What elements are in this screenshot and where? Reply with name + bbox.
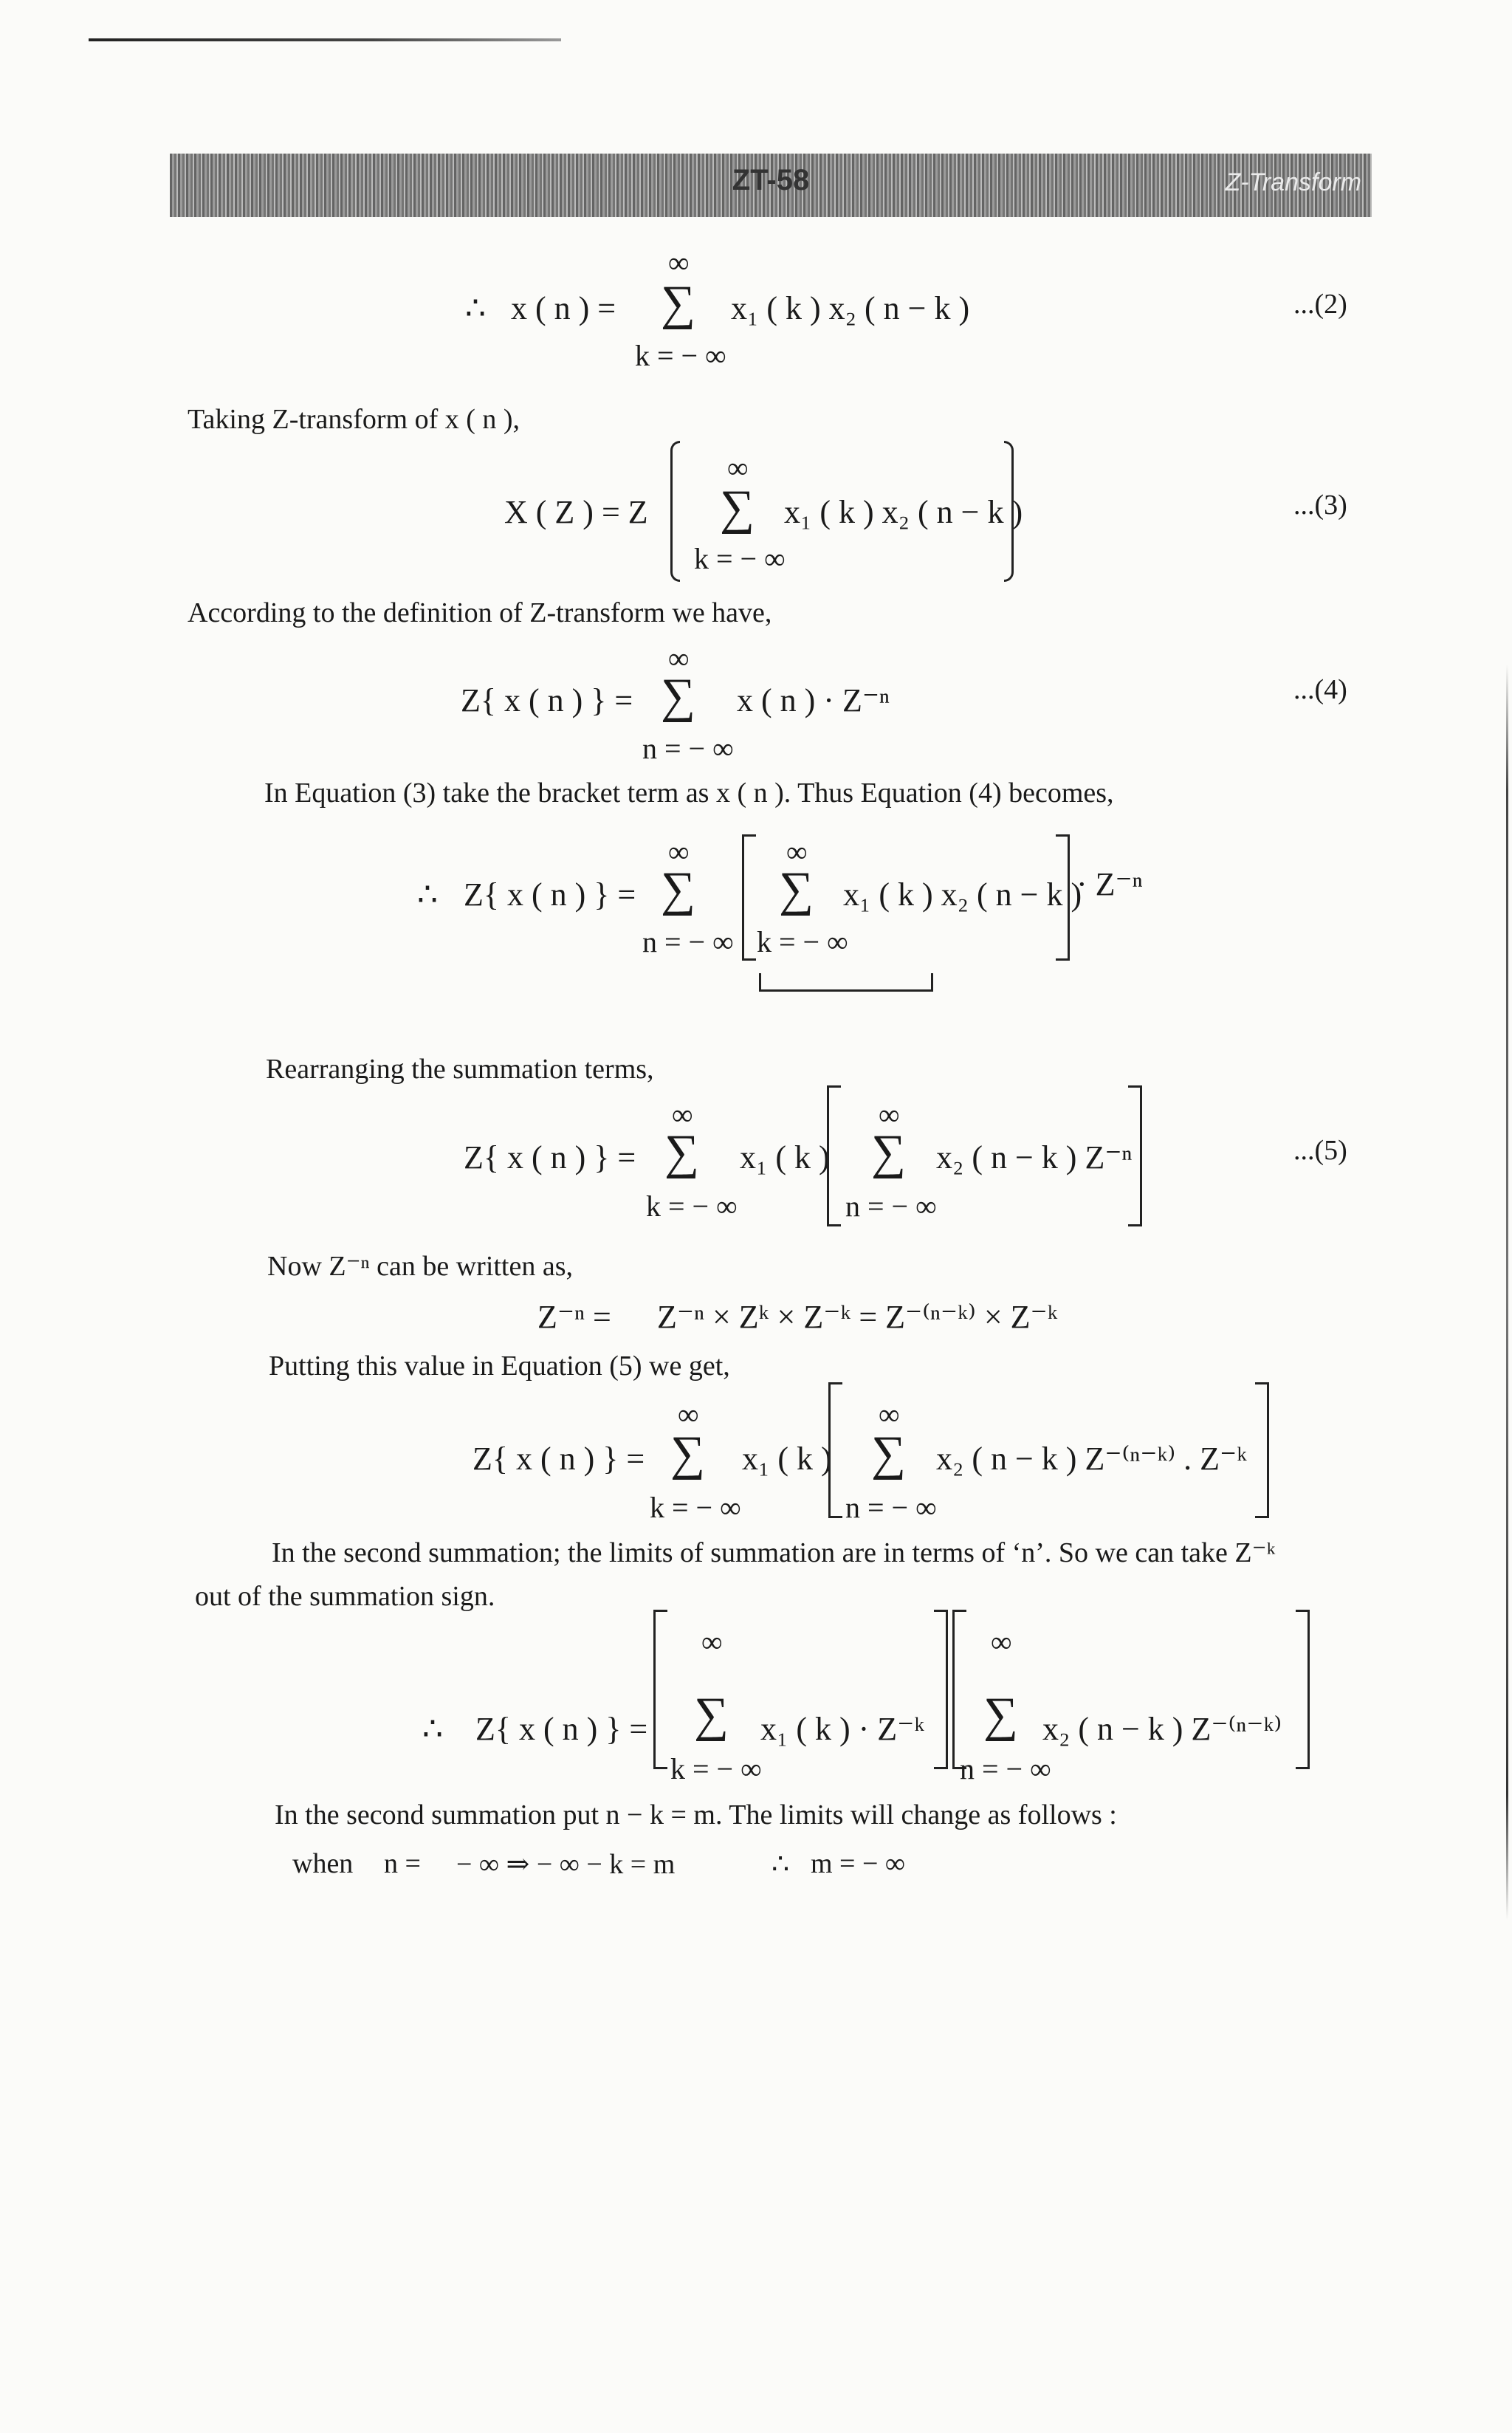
eq5-inner-term: x₂ ( n − k ) Z⁻ⁿ xyxy=(936,1139,1133,1176)
eq3-lower-limit: k = − ∞ xyxy=(694,542,786,575)
eq3-number: ...(3) xyxy=(1293,490,1347,521)
eq8-left-bracket-1 xyxy=(653,1610,667,1769)
therefore-symbol: ∴ xyxy=(465,290,486,326)
eq3-right-brace xyxy=(1004,441,1014,582)
eq8-right-bracket-1 xyxy=(934,1610,948,1769)
paragraph-4: Rearranging the summation terms, xyxy=(266,1054,654,1085)
eq2-upper-limit: ∞ xyxy=(668,246,690,279)
paragraph-2: According to the definition of Z-transform we have, xyxy=(188,597,772,628)
eq5-inner-upper: ∞ xyxy=(879,1098,900,1131)
eq4b-inner-lower: k = − ∞ xyxy=(757,925,848,958)
eq4b-inner-sigma: ∑ xyxy=(779,862,814,916)
limit-therefore: ∴ xyxy=(772,1849,790,1880)
eq5-mid-term: x₁ ( k ) xyxy=(740,1139,830,1176)
eq7-outer-upper: ∞ xyxy=(678,1398,699,1431)
paragraph-7a: In the second summation; the limits of summation are in terms of ‘n’. So we can take Z⁻ᵏ xyxy=(272,1537,1276,1568)
when-label: when xyxy=(292,1848,354,1879)
eq2-rhs: x₁ ( k ) x₂ ( n − k ) xyxy=(731,290,970,326)
eq3-lhs: X ( Z ) = Z xyxy=(504,494,648,530)
underbrace-mark xyxy=(759,973,933,992)
eq7-inner-sigma: ∑ xyxy=(871,1427,907,1480)
eq8-left-lower: k = − ∞ xyxy=(670,1752,762,1785)
eq4b-tail: · Z⁻ⁿ xyxy=(1076,866,1143,902)
eq5-outer-sigma: ∑ xyxy=(664,1125,700,1179)
eq7-right-bracket xyxy=(1255,1382,1269,1518)
paragraph-7b: out of the summation sign. xyxy=(195,1581,495,1612)
eq5-left-bracket xyxy=(827,1085,841,1226)
eq4b-right-bracket xyxy=(1056,834,1070,961)
eq8-left-bracket-2 xyxy=(952,1610,966,1769)
eq2-lhs: x ( n ) = xyxy=(511,290,616,326)
scan-artifact-line xyxy=(89,38,561,41)
page-header-bar xyxy=(170,154,1372,217)
eq8-left-term: x₁ ( k ) · Z⁻ᵏ xyxy=(760,1711,925,1747)
scan-edge-artifact xyxy=(1506,665,1508,1920)
eq5-right-bracket xyxy=(1128,1085,1142,1226)
limit-result: m = − ∞ xyxy=(811,1848,906,1879)
eq3-sigma: ∑ xyxy=(720,481,755,535)
paragraph-6: Putting this value in Equation (5) we get, xyxy=(269,1351,730,1382)
paragraph-8: In the second summation put n − k = m. The limits will change as follows : xyxy=(275,1799,1117,1830)
eq3-left-brace xyxy=(670,441,680,582)
eq4b-therefore: ∴ xyxy=(417,876,438,913)
limit-expression: − ∞ ⇒ − ∞ − k = m xyxy=(456,1849,676,1880)
eq8-right-upper: ∞ xyxy=(991,1625,1012,1658)
eq2-sigma: ∑ xyxy=(661,276,696,330)
eq4b-outer-sigma: ∑ xyxy=(661,862,696,916)
eq8-lhs: Z{ x ( n ) } = xyxy=(475,1711,648,1747)
eq8-right-term: x₂ ( n − k ) Z⁻⁽ⁿ⁻ᵏ⁾ xyxy=(1042,1711,1282,1747)
eq6-lhs: Z⁻ⁿ = xyxy=(537,1299,611,1335)
eq2-number: ...(2) xyxy=(1293,289,1347,320)
eq8-left-sigma: ∑ xyxy=(694,1688,729,1742)
eq8-right-sigma: ∑ xyxy=(983,1688,1019,1742)
eq4b-inner-upper: ∞ xyxy=(786,835,808,868)
eq3-rhs: x₁ ( k ) x₂ ( n − k ) xyxy=(784,494,1023,530)
eq7-inner-term: x₂ ( n − k ) Z⁻⁽ⁿ⁻ᵏ⁾ . Z⁻ᵏ xyxy=(936,1441,1248,1477)
eq8-right-bracket-2 xyxy=(1296,1610,1310,1769)
eq4-number: ...(4) xyxy=(1293,674,1347,705)
eq4b-lhs: Z{ x ( n ) } = xyxy=(464,876,636,913)
eq4-sigma: ∑ xyxy=(661,669,696,723)
eq7-outer-sigma: ∑ xyxy=(670,1427,706,1480)
eq5-outer-lower: k = − ∞ xyxy=(646,1190,738,1223)
eq5-lhs: Z{ x ( n ) } = xyxy=(464,1139,636,1176)
eq4b-outer-lower: n = − ∞ xyxy=(642,925,734,958)
eq7-left-bracket xyxy=(828,1382,842,1518)
n-equals: n = xyxy=(384,1848,421,1879)
eq5-outer-upper: ∞ xyxy=(672,1098,693,1131)
eq3-upper-limit: ∞ xyxy=(727,451,749,484)
paragraph-1: Taking Z-transform of x ( n ), xyxy=(188,404,520,435)
paragraph-3: In Equation (3) take the bracket term as x ( n ). Thus Equation (4) becomes, xyxy=(264,778,1114,809)
eq4b-left-bracket xyxy=(742,834,756,961)
section-title: Z-Transform xyxy=(1225,168,1361,196)
eq4b-inner-term: x₁ ( k ) x₂ ( n − k ) xyxy=(843,876,1082,913)
page-number: ZT-58 xyxy=(732,164,810,196)
eq5-inner-sigma: ∑ xyxy=(871,1125,907,1179)
eq7-lhs: Z{ x ( n ) } = xyxy=(472,1441,645,1477)
eq4b-outer-upper: ∞ xyxy=(668,835,690,868)
eq2-lower-limit: k = − ∞ xyxy=(635,339,726,372)
eq4-rhs: x ( n ) · Z⁻ⁿ xyxy=(737,682,890,718)
eq5-inner-lower: n = − ∞ xyxy=(845,1190,937,1223)
eq8-left-upper: ∞ xyxy=(701,1625,723,1658)
eq5-number: ...(5) xyxy=(1293,1135,1347,1166)
eq4-lhs: Z{ x ( n ) } = xyxy=(461,682,633,718)
eq7-inner-upper: ∞ xyxy=(879,1398,900,1431)
eq7-mid-term: x₁ ( k ) xyxy=(742,1441,832,1477)
eq4-lower-limit: n = − ∞ xyxy=(642,732,734,765)
paragraph-5: Now Z⁻ⁿ can be written as, xyxy=(267,1251,574,1282)
eq8-therefore: ∴ xyxy=(422,1711,443,1747)
eq8-right-lower: n = − ∞ xyxy=(960,1752,1051,1785)
eq4-upper-limit: ∞ xyxy=(668,642,690,675)
eq7-outer-lower: k = − ∞ xyxy=(650,1491,741,1524)
eq7-inner-lower: n = − ∞ xyxy=(845,1491,937,1524)
eq6-rhs: Z⁻ⁿ × Zᵏ × Z⁻ᵏ = Z⁻⁽ⁿ⁻ᵏ⁾ × Z⁻ᵏ xyxy=(657,1299,1058,1335)
